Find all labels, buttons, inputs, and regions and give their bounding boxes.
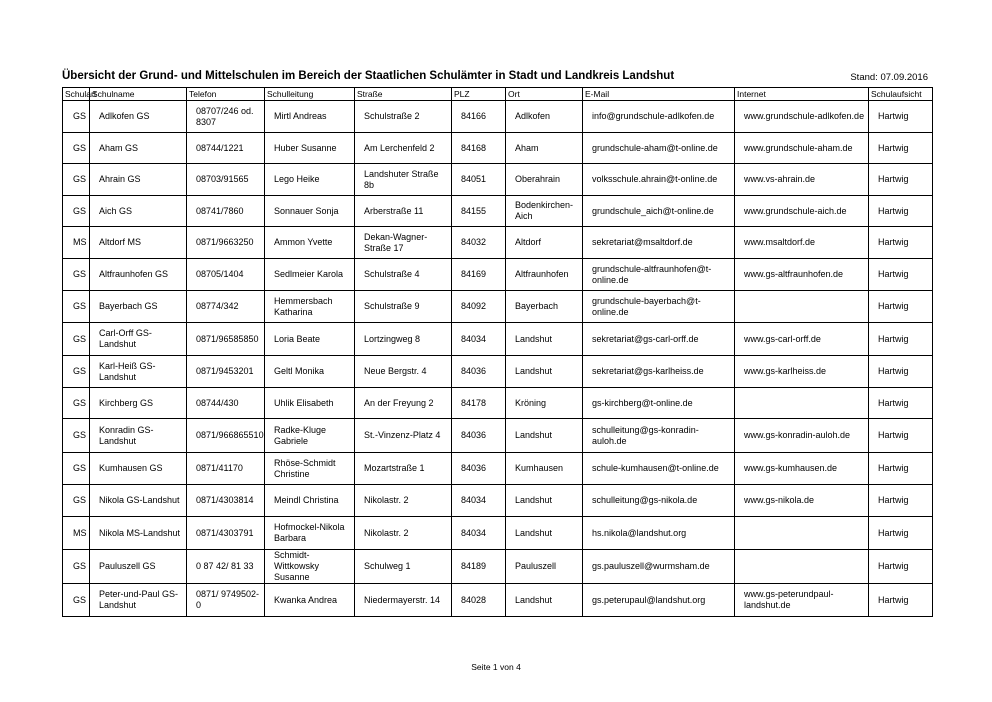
cell-schulart: GS [63,291,90,323]
cell-schulart: GS [63,101,90,133]
page-title: Übersicht der Grund- und Mittelschulen im Bereich der Staatlichen Schulämter in Stadt und Landkreis Landshut [62,70,675,82]
table-row [63,259,933,291]
cell-schulaufsicht: Hartwig [869,419,933,453]
cell-ort: Kröning [506,388,583,419]
cell-plz: 84169 [452,259,506,291]
table-row [63,550,933,584]
cell-strasse: Mozartstraße 1 [355,453,452,485]
cell-schulaufsicht: Hartwig [869,101,933,133]
cell-telefon: 0871/4303791 [187,517,265,550]
cell-strasse: Schulstraße 9 [355,291,452,323]
cell-internet: www.gs-kumhausen.de [735,453,869,485]
table-row [63,388,933,419]
cell-strasse: Schulstraße 4 [355,259,452,291]
cell-schulname: Ahrain GS [90,164,187,196]
cell-email: hs.nikola@landshut.org [583,517,735,550]
table-row [63,584,933,617]
cell-email: volksschule.ahrain@t-online.de [583,164,735,196]
cell-schulname: Kirchberg GS [90,388,187,419]
cell-schulleitung: Rhöse-Schmidt Christine [265,453,355,485]
cell-schulart: GS [63,164,90,196]
cell-ort: Adlkofen [506,101,583,133]
cell-schulleitung: Sonnauer Sonja [265,196,355,227]
table-row [63,453,933,485]
cell-plz: 84155 [452,196,506,227]
cell-plz: 84034 [452,323,506,356]
cell-strasse: St.-Vinzenz-Platz 4 [355,419,452,453]
cell-ort: Altfraunhofen [506,259,583,291]
cell-schulleitung: Loria Beate [265,323,355,356]
cell-internet: www.grundschule-adlkofen.de [735,101,869,133]
cell-schulaufsicht: Hartwig [869,323,933,356]
table-row [63,101,933,133]
cell-internet: www.gs-konradin-auloh.de [735,419,869,453]
cell-schulleitung: Lego Heike [265,164,355,196]
cell-schulart: GS [63,419,90,453]
cell-plz: 84168 [452,133,506,164]
cell-telefon: 08744/1221 [187,133,265,164]
cell-schulart: GS [63,133,90,164]
cell-schulleitung: Kwanka Andrea [265,584,355,617]
header-schulname: Schulname [90,88,187,101]
cell-plz: 84166 [452,101,506,133]
cell-plz: 84189 [452,550,506,584]
cell-schulaufsicht: Hartwig [869,356,933,388]
cell-schulname: Carl-Orff GS-Landshut [90,323,187,356]
cell-plz: 84034 [452,485,506,517]
header-schulart: Schulart [63,88,90,101]
table-row [63,323,933,356]
cell-ort: Bodenkirchen-Aich [506,196,583,227]
cell-email: schule-kumhausen@t-online.de [583,453,735,485]
stand-date: Stand: 07.09.2016 [850,72,928,83]
cell-email: grundschule-aham@t-online.de [583,133,735,164]
cell-email: sekretariat@msaltdorf.de [583,227,735,259]
cell-email: grundschule-altfraunhofen@t-online.de [583,259,735,291]
table-row [63,164,933,196]
table-header-row [63,88,933,101]
cell-strasse: Arberstraße 11 [355,196,452,227]
cell-telefon: 0871/9453201 [187,356,265,388]
cell-schulaufsicht: Hartwig [869,388,933,419]
cell-strasse: Niedermayerstr. 14 [355,584,452,617]
table-body [63,101,933,617]
cell-schulart: MS [63,517,90,550]
cell-ort: Pauluszell [506,550,583,584]
cell-schulleitung: Ammon Yvette [265,227,355,259]
cell-strasse: Nikolastr. 2 [355,517,452,550]
cell-email: sekretariat@gs-karlheiss.de [583,356,735,388]
cell-schulname: Karl-Heiß GS-Landshut [90,356,187,388]
cell-internet [735,291,869,323]
cell-schulname: Nikola MS-Landshut [90,517,187,550]
cell-telefon: 08741/7860 [187,196,265,227]
cell-schulname: Adlkofen GS [90,101,187,133]
cell-schulart: GS [63,196,90,227]
table-row [63,485,933,517]
cell-telefon: 08744/430 [187,388,265,419]
cell-plz: 84036 [452,356,506,388]
cell-plz: 84034 [452,517,506,550]
cell-plz: 84036 [452,453,506,485]
cell-email: schulleitung@gs-konradin-auloh.de [583,419,735,453]
cell-plz: 84028 [452,584,506,617]
cell-schulname: Aham GS [90,133,187,164]
cell-schulname: Peter-und-Paul GS-Landshut [90,584,187,617]
cell-telefon: 0871/ 9749502-0 [187,584,265,617]
header-plz: PLZ [452,88,506,101]
cell-schulaufsicht: Hartwig [869,164,933,196]
cell-schulleitung: Geltl Monika [265,356,355,388]
table-row [63,227,933,259]
cell-email: info@grundschule-adlkofen.de [583,101,735,133]
cell-plz: 84092 [452,291,506,323]
header-internet: Internet [735,88,869,101]
cell-ort: Landshut [506,517,583,550]
cell-schulaufsicht: Hartwig [869,227,933,259]
cell-ort: Kumhausen [506,453,583,485]
cell-internet: www.gs-karlheiss.de [735,356,869,388]
table-row [63,356,933,388]
cell-schulart: GS [63,259,90,291]
cell-schulaufsicht: Hartwig [869,517,933,550]
page-footer: Seite 1 von 4 [471,662,521,672]
cell-schulaufsicht: Hartwig [869,133,933,164]
cell-telefon: 0871/966865510 [187,419,265,453]
cell-schulaufsicht: Hartwig [869,259,933,291]
cell-schulaufsicht: Hartwig [869,291,933,323]
cell-schulaufsicht: Hartwig [869,196,933,227]
cell-ort: Aham [506,133,583,164]
cell-schulname: Nikola GS-Landshut [90,485,187,517]
cell-telefon: 0871/41170 [187,453,265,485]
header-schulaufsicht: Schulaufsicht [869,88,933,101]
cell-schulaufsicht: Hartwig [869,485,933,517]
cell-strasse: Lortzingweg 8 [355,323,452,356]
cell-schulname: Altdorf MS [90,227,187,259]
cell-ort: Landshut [506,356,583,388]
cell-strasse: Nikolastr. 2 [355,485,452,517]
cell-schulname: Bayerbach GS [90,291,187,323]
cell-schulleitung: Schmidt-Wittkowsky Susanne [265,550,355,584]
cell-schulaufsicht: Hartwig [869,550,933,584]
cell-schulleitung: Sedlmeier Karola [265,259,355,291]
cell-telefon: 08703/91565 [187,164,265,196]
cell-schulleitung: Huber Susanne [265,133,355,164]
cell-email: gs.pauluszell@wurmsham.de [583,550,735,584]
cell-schulart: GS [63,584,90,617]
cell-ort: Bayerbach [506,291,583,323]
header-telefon: Telefon [187,88,265,101]
cell-email: schulleitung@gs-nikola.de [583,485,735,517]
cell-schulname: Altfraunhofen GS [90,259,187,291]
cell-schulart: GS [63,356,90,388]
cell-strasse: Dekan-Wagner-Straße 17 [355,227,452,259]
cell-schulleitung: Meindl Christina [265,485,355,517]
header-schulleitung: Schulleitung [265,88,355,101]
cell-email: sekretariat@gs-carl-orff.de [583,323,735,356]
table-row [63,196,933,227]
cell-email: grundschule-bayerbach@t-online.de [583,291,735,323]
cell-schulleitung: Mirtl Andreas [265,101,355,133]
cell-strasse: Schulweg 1 [355,550,452,584]
header-ort: Ort [506,88,583,101]
cell-telefon: 08774/342 [187,291,265,323]
cell-schulleitung: Hofmockel-Nikola Barbara [265,517,355,550]
cell-strasse: Schulstraße 2 [355,101,452,133]
cell-telefon: 0871/9663250 [187,227,265,259]
cell-plz: 84178 [452,388,506,419]
cell-ort: Oberahrain [506,164,583,196]
cell-telefon: 08705/1404 [187,259,265,291]
cell-internet: www.gs-altfraunhofen.de [735,259,869,291]
cell-email: gs-kirchberg@t-online.de [583,388,735,419]
cell-internet: www.grundschule-aich.de [735,196,869,227]
cell-strasse: An der Freyung 2 [355,388,452,419]
cell-internet: www.gs-nikola.de [735,485,869,517]
cell-schulleitung: Uhlik Elisabeth [265,388,355,419]
cell-schulname: Kumhausen GS [90,453,187,485]
cell-schulleitung: Hemmersbach Katharina [265,291,355,323]
cell-telefon: 08707/246 od. 8307 [187,101,265,133]
cell-plz: 84051 [452,164,506,196]
cell-strasse: Am Lerchenfeld 2 [355,133,452,164]
header-strasse: Straße [355,88,452,101]
cell-ort: Altdorf [506,227,583,259]
cell-strasse: Landshuter Straße 8b [355,164,452,196]
cell-internet: www.gs-carl-orff.de [735,323,869,356]
cell-plz: 84036 [452,419,506,453]
cell-telefon: 0871/96585850 [187,323,265,356]
cell-schulart: GS [63,485,90,517]
cell-ort: Landshut [506,485,583,517]
table-row [63,291,933,323]
cell-schulname: Konradin GS-Landshut [90,419,187,453]
cell-internet: www.msaltdorf.de [735,227,869,259]
cell-internet: www.vs-ahrain.de [735,164,869,196]
cell-schulart: MS [63,227,90,259]
cell-schulart: GS [63,453,90,485]
cell-internet: www.gs-peterundpaul-landshut.de [735,584,869,617]
cell-ort: Landshut [506,419,583,453]
cell-schulname: Pauluszell GS [90,550,187,584]
cell-strasse: Neue Bergstr. 4 [355,356,452,388]
cell-internet: www.grundschule-aham.de [735,133,869,164]
cell-schulname: Aich GS [90,196,187,227]
cell-schulart: GS [63,550,90,584]
cell-schulaufsicht: Hartwig [869,453,933,485]
cell-ort: Landshut [506,323,583,356]
cell-internet [735,388,869,419]
cell-internet [735,550,869,584]
cell-schulart: GS [63,323,90,356]
cell-email: gs.peterupaul@landshut.org [583,584,735,617]
table-row [63,133,933,164]
cell-telefon: 0 87 42/ 81 33 [187,550,265,584]
cell-plz: 84032 [452,227,506,259]
cell-schulart: GS [63,388,90,419]
cell-email: grundschule_aich@t-online.de [583,196,735,227]
cell-schulleitung: Radke-Kluge Gabriele [265,419,355,453]
header-email: E-Mail [583,88,735,101]
table-row [63,517,933,550]
schools-table [62,87,933,617]
cell-telefon: 0871/4303814 [187,485,265,517]
cell-internet [735,517,869,550]
cell-schulaufsicht: Hartwig [869,584,933,617]
table-row [63,419,933,453]
cell-ort: Landshut [506,584,583,617]
